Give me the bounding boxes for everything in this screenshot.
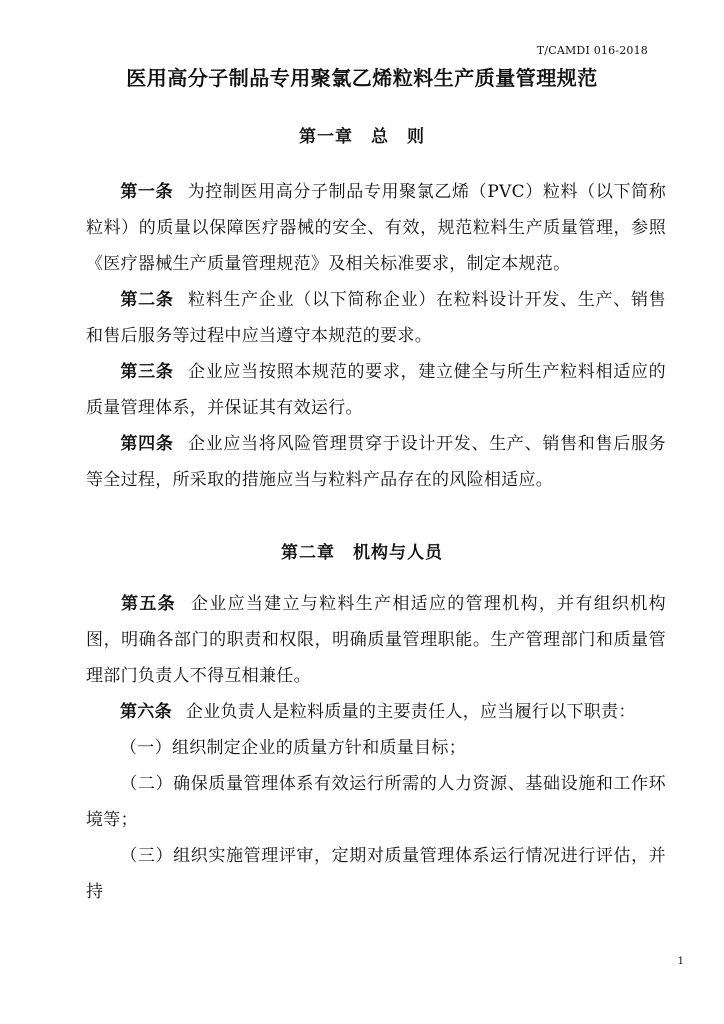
article-text: 企业负责人是粒料质量的主要责任人，应当履行以下职责： [185, 702, 636, 722]
list-item-text: （二）确保质量管理体系有效运行所需的人力资源、基础设施和工作环境等； [86, 774, 666, 830]
article-4 [86, 426, 666, 498]
list-item-text: （三）组织实施管理评审，定期对质量管理体系运行情况进行评估，并持 [86, 846, 666, 902]
list-item [86, 730, 666, 766]
document-title: 医用高分子制品专用聚氯乙烯粒料生产质量管理规范 [126, 66, 598, 90]
article-label: 第四条 [120, 434, 174, 454]
article-6 [86, 694, 666, 730]
article-text: 为控制医用高分子制品专用聚氯乙烯（PVC）粒料（以下简称粒料）的质量以保障医疗器械的安全、有效，规范粒料生产质量管理，参照《医疗器械生产质量管理规范》及相关标准要求，制定本规范。 [86, 182, 666, 274]
article-label: 第六条 [120, 702, 172, 722]
article-label: 第三条 [120, 362, 174, 382]
article-label: 第五条 [120, 594, 176, 614]
article-text: 企业应当将风险管理贯穿于设计开发、生产、销售和售后服务等全过程，所采取的措施应当与粒料产品存在的风险相适应。 [86, 434, 666, 490]
article-5 [86, 586, 666, 694]
chapter-title: 第二章 机构与人员 [281, 543, 443, 563]
article-text: 企业应当按照本规范的要求，建立健全与所生产粒料相适应的质量管理体系，并保证其有效运行。 [86, 362, 666, 418]
article-text: 企业应当建立与粒料生产相适应的管理机构，并有组织机构图，明确各部门的职责和权限，明确质量管理职能。生产管理部门和质量管理部门负责人不得互相兼任。 [86, 594, 666, 686]
chapter-title: 第一章 总 则 [299, 127, 425, 147]
article-3 [86, 354, 666, 426]
list-item [86, 838, 666, 910]
list-item [86, 766, 666, 838]
article-label: 第一条 [120, 182, 174, 202]
article-label: 第二条 [120, 290, 174, 310]
article-2 [86, 282, 666, 354]
article-1 [86, 174, 666, 282]
article-text: 粒料生产企业（以下简称企业）在粒料设计开发、生产、销售和售后服务等过程中应当遵守本规范的要求。 [86, 290, 666, 346]
standard-code: T/CAMDI 016-2018 [536, 44, 648, 57]
page-number: 1 [677, 956, 684, 967]
list-item-text: （一）组织制定企业的质量方针和质量目标； [120, 738, 466, 758]
